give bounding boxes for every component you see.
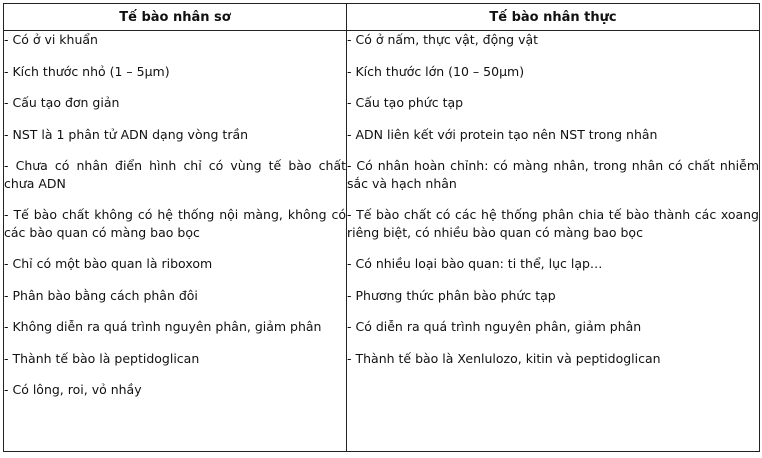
eukaryote-cell [347, 31, 760, 452]
prokaryote-item: - Có ở vi khuẩn [4, 32, 98, 47]
eukaryote-item: - Tế bào chất có các hệ thống phân chia tế bào thành các xoang riêng biệt, có nhiều bào quan có màng bao bọc [347, 207, 759, 240]
eukaryote-item: - Phương thức phân bào phức tạp [347, 287, 556, 303]
prokaryote-item: - Kích thước nhỏ (1 – 5μm) [4, 63, 170, 79]
header-prokaryote: Tế bào nhân sơ [4, 4, 347, 31]
eukaryote-item: - Có nhiều loại bào quan: ti thể, lục lạp… [347, 256, 603, 271]
eukaryote-item: - Có ở nấm, thực vật, động vật [347, 32, 539, 47]
header-eukaryote: Tế bào nhân thực [347, 4, 760, 31]
header-row [4, 4, 760, 31]
prokaryote-item: - Chỉ có một bào quan là riboxom [4, 256, 213, 271]
prokaryote-item: - Tế bào chất không có hệ thống nội màng, không có các bào quan có màng bao bọc [4, 207, 346, 240]
prokaryote-cell [4, 31, 347, 452]
content-row [4, 31, 760, 452]
prokaryote-item: - NST là 1 phân tử ADN dạng vòng trần [4, 126, 249, 142]
eukaryote-item: - Kích thước lớn (10 – 50μm) [347, 63, 525, 79]
eukaryote-item: - Thành tế bào là Xenlulozo, kitin và peptidoglican [347, 350, 661, 366]
prokaryote-item: - Cấu tạo đơn giản [4, 95, 120, 110]
eukaryote-item: - Cấu tạo phức tạp [347, 95, 464, 110]
eukaryote-item: - Có diễn ra quá trình nguyên phân, giảm phân [347, 319, 642, 334]
prokaryote-item: - Phân bào bằng cách phân đôi [4, 287, 198, 303]
prokaryote-item: - Có lông, roi, vỏ nhầy [4, 382, 142, 397]
eukaryote-item: - ADN liên kết với protein tạo nên NST trong nhân [347, 126, 658, 142]
prokaryote-item: - Thành tế bào là peptidoglican [4, 350, 200, 366]
comparison-table [3, 3, 760, 452]
prokaryote-item: - Chưa có nhân điển hình chỉ có vùng tế bào chất chưa ADN [4, 158, 346, 191]
eukaryote-item: - Có nhân hoàn chỉnh: có màng nhân, trong nhân có chất nhiễm sắc và hạch nhân [347, 158, 759, 191]
prokaryote-item: - Không diễn ra quá trình nguyên phân, giảm phân [4, 319, 322, 334]
